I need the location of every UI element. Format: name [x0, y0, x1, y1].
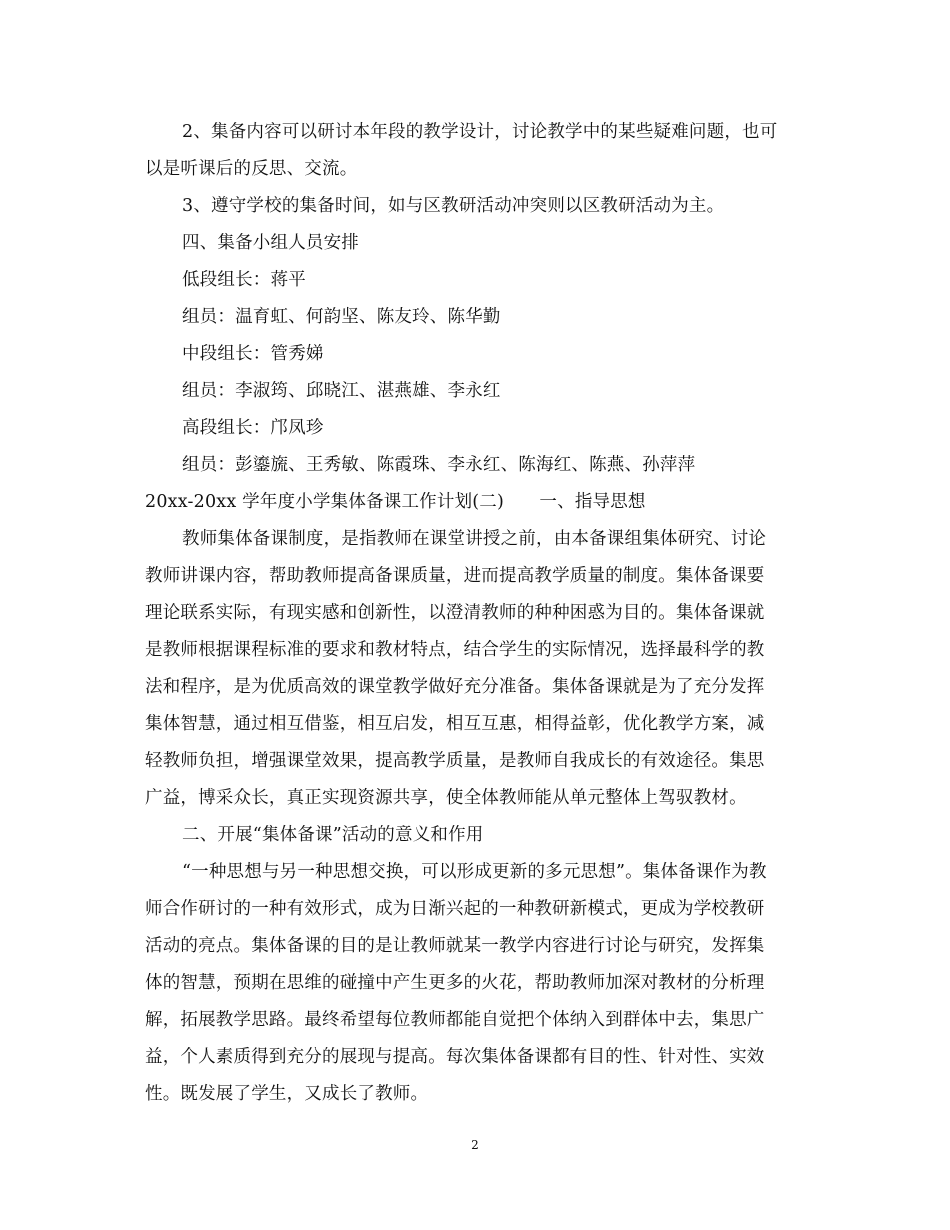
paragraph-line: 性。既发展了学生，又成长了教师。: [145, 1084, 429, 1104]
paragraph-line: 组员：温育虹、何韵坚、陈友玲、陈华勤: [182, 307, 501, 327]
paragraph-line: 低段组长：蒋平: [182, 270, 306, 290]
paragraph-line: 师合作研讨的一种有效形式，成为日渐兴起的一种教研新模式，更成为学校教研: [145, 899, 765, 919]
paragraph-line: 体的智慧，预期在思维的碰撞中产生更多的火花，帮助教师加深对教材的分析理: [145, 973, 765, 993]
paragraph-line: 活动的亮点。集体备课的目的是让教师就某一教学内容进行讨论与研究，发挥集: [145, 936, 765, 956]
section-heading: 二、开展“集体备课”活动的意义和作用: [182, 825, 484, 845]
paragraph-line: 组员：彭鎏旒、王秀敏、陈霞珠、李永红、陈海红、陈燕、孙萍萍: [182, 455, 696, 475]
document-title-line: 20xx-20xx 学年度小学集体备课工作计划(二) 一、指导思想: [145, 492, 646, 512]
paragraph-line: “一种思想与另一种思想交换，可以形成更新的多元思想”。集体备课作为教: [182, 862, 767, 882]
paragraph-line: 解，拓展教学思路。最终希望每位教师都能自觉把个体纳入到群体中去，集思广: [145, 1010, 765, 1030]
paragraph-line: 以是听课后的反思、交流。: [145, 159, 358, 179]
paragraph-line: 教师集体备课制度，是指教师在课堂讲授之前，由本备课组集体研究、讨论: [182, 529, 767, 549]
paragraph-line: 广益，博采众长，真正实现资源共享，使全体教师能从单元整体上驾驭教材。: [145, 788, 747, 808]
paragraph-line: 组员：李淑筠、邱晓江、湛燕雄、李永红: [182, 381, 501, 401]
paragraph-line: 高段组长：邝凤珍: [182, 418, 324, 438]
paragraph-line: 益，个人素质得到充分的展现与提高。每次集体备课都有目的性、针对性、实效: [145, 1047, 765, 1067]
paragraph-line: 法和程序，是为优质高效的课堂教学做好充分准备。集体备课就是为了充分发挥: [145, 677, 765, 697]
paragraph-line: 3、遵守学校的集备时间，如与区教研活动冲突则以区教研活动为主。: [182, 196, 725, 216]
page-number: 2: [471, 1138, 479, 1152]
paragraph-line: 2、集备内容可以研讨本年段的教学设计，讨论教学中的某些疑难问题，也可: [182, 122, 778, 142]
paragraph-line: 轻教师负担，增强课堂效果，提高教学质量，是教师自我成长的有效途径。集思: [145, 751, 765, 771]
section-heading: 四、集备小组人员安排: [182, 233, 359, 253]
paragraph-line: 理论联系实际，有现实感和创新性，以澄清教师的种种困惑为目的。集体备课就: [145, 603, 765, 623]
paragraph-line: 集体智慧，通过相互借鉴，相互启发，相互互惠，相得益彰，优化教学方案，减: [145, 714, 765, 734]
paragraph-line: 是教师根据课程标准的要求和教材特点，结合学生的实际情况，选择最科学的教: [145, 640, 765, 660]
paragraph-line: 教师讲课内容，帮助教师提高备课质量，进而提高教学质量的制度。集体备课要: [145, 566, 765, 586]
paragraph-line: 中段组长：管秀娣: [182, 344, 324, 364]
